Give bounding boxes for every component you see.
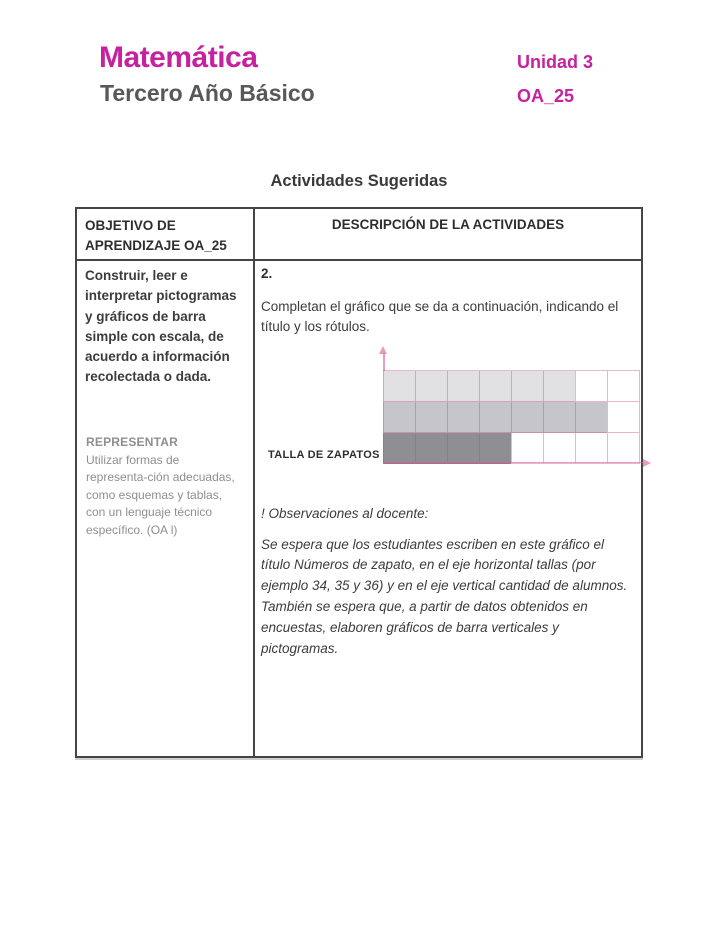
skill-text: Utilizar formas de representa-ción adecuadas, como esquemas y tablas, con un lenguaje técnico específico. (OA l): [86, 453, 235, 537]
teacher-note-body: Se espera que los estudiantes escriben en este gráfico el título Números de zapato, en el eje horizontal tallas (por ejemplo 34, 35 y 36) y en el eje vertical cantidad de alumnos. También se espera que, a partir de datos obtenidos en encuestas, elaboren gráficos de barra verticales y pictogramas.: [261, 536, 628, 657]
activity-intro: Completan el gráfico que se da a continuación, indicando el título y los rótulos.: [261, 299, 619, 335]
activities-table: [75, 207, 643, 758]
teacher-note-title: ! Observaciones al docente:: [261, 505, 429, 521]
chart-cell: [543, 371, 575, 402]
chart-cell: [607, 402, 639, 433]
chart-cell: [447, 433, 479, 464]
chart-cell: [511, 402, 543, 433]
header-description: DESCRIPCIÓN DE LA ACTIVIDADES: [331, 217, 565, 232]
chart-cell: [511, 433, 543, 464]
grade-subtitle: Tercero Año Básico: [100, 80, 315, 106]
header-objective: OBJETIVO DE APRENDIZAJE OA_25: [77, 209, 255, 259]
chart-cell: [415, 433, 447, 464]
chart-cell: [447, 371, 479, 402]
subject-title: Matemática: [99, 41, 258, 74]
chart-cell: [543, 402, 575, 433]
chart-cell: [511, 371, 543, 402]
skill-block: [86, 435, 244, 539]
chart-cell: [383, 371, 415, 402]
table-body-row: [77, 261, 641, 756]
chart-cell: [479, 371, 511, 402]
activity-cell: [255, 261, 641, 756]
table-header-row: [77, 209, 641, 261]
chart-cell: [607, 433, 639, 464]
activity-number: 2.: [261, 266, 273, 281]
chart-cell: [383, 402, 415, 433]
chart-cell: [383, 433, 415, 464]
unit-label: Unidad 3: [517, 52, 594, 72]
objective-text: Construir, leer e interpretar pictogramas y gráficos de barra simple con escala, de acuerdo a información recolectada o dada.: [85, 268, 237, 385]
section-title: Actividades Sugeridas: [270, 172, 448, 190]
x-axis-label: TALLA DE ZAPATOS: [268, 448, 380, 461]
chart-cell: [543, 433, 575, 464]
chart-cell: [575, 433, 607, 464]
chart-cell: [479, 402, 511, 433]
chart-grid: [383, 370, 640, 464]
skill-title: REPRESENTAR: [86, 435, 178, 449]
chart-cell: [575, 371, 607, 402]
chart-cell: [415, 371, 447, 402]
x-axis-arrow-icon: [643, 459, 651, 467]
chart-cell: [415, 402, 447, 433]
chart-cell: [447, 402, 479, 433]
x-axis-line: [383, 462, 643, 464]
oa-code-label: OA_25: [517, 86, 575, 106]
bar-chart: [261, 350, 629, 484]
chart-cell: [479, 433, 511, 464]
chart-cell: [607, 371, 639, 402]
chart-cell: [575, 402, 607, 433]
objective-cell: [77, 261, 255, 756]
